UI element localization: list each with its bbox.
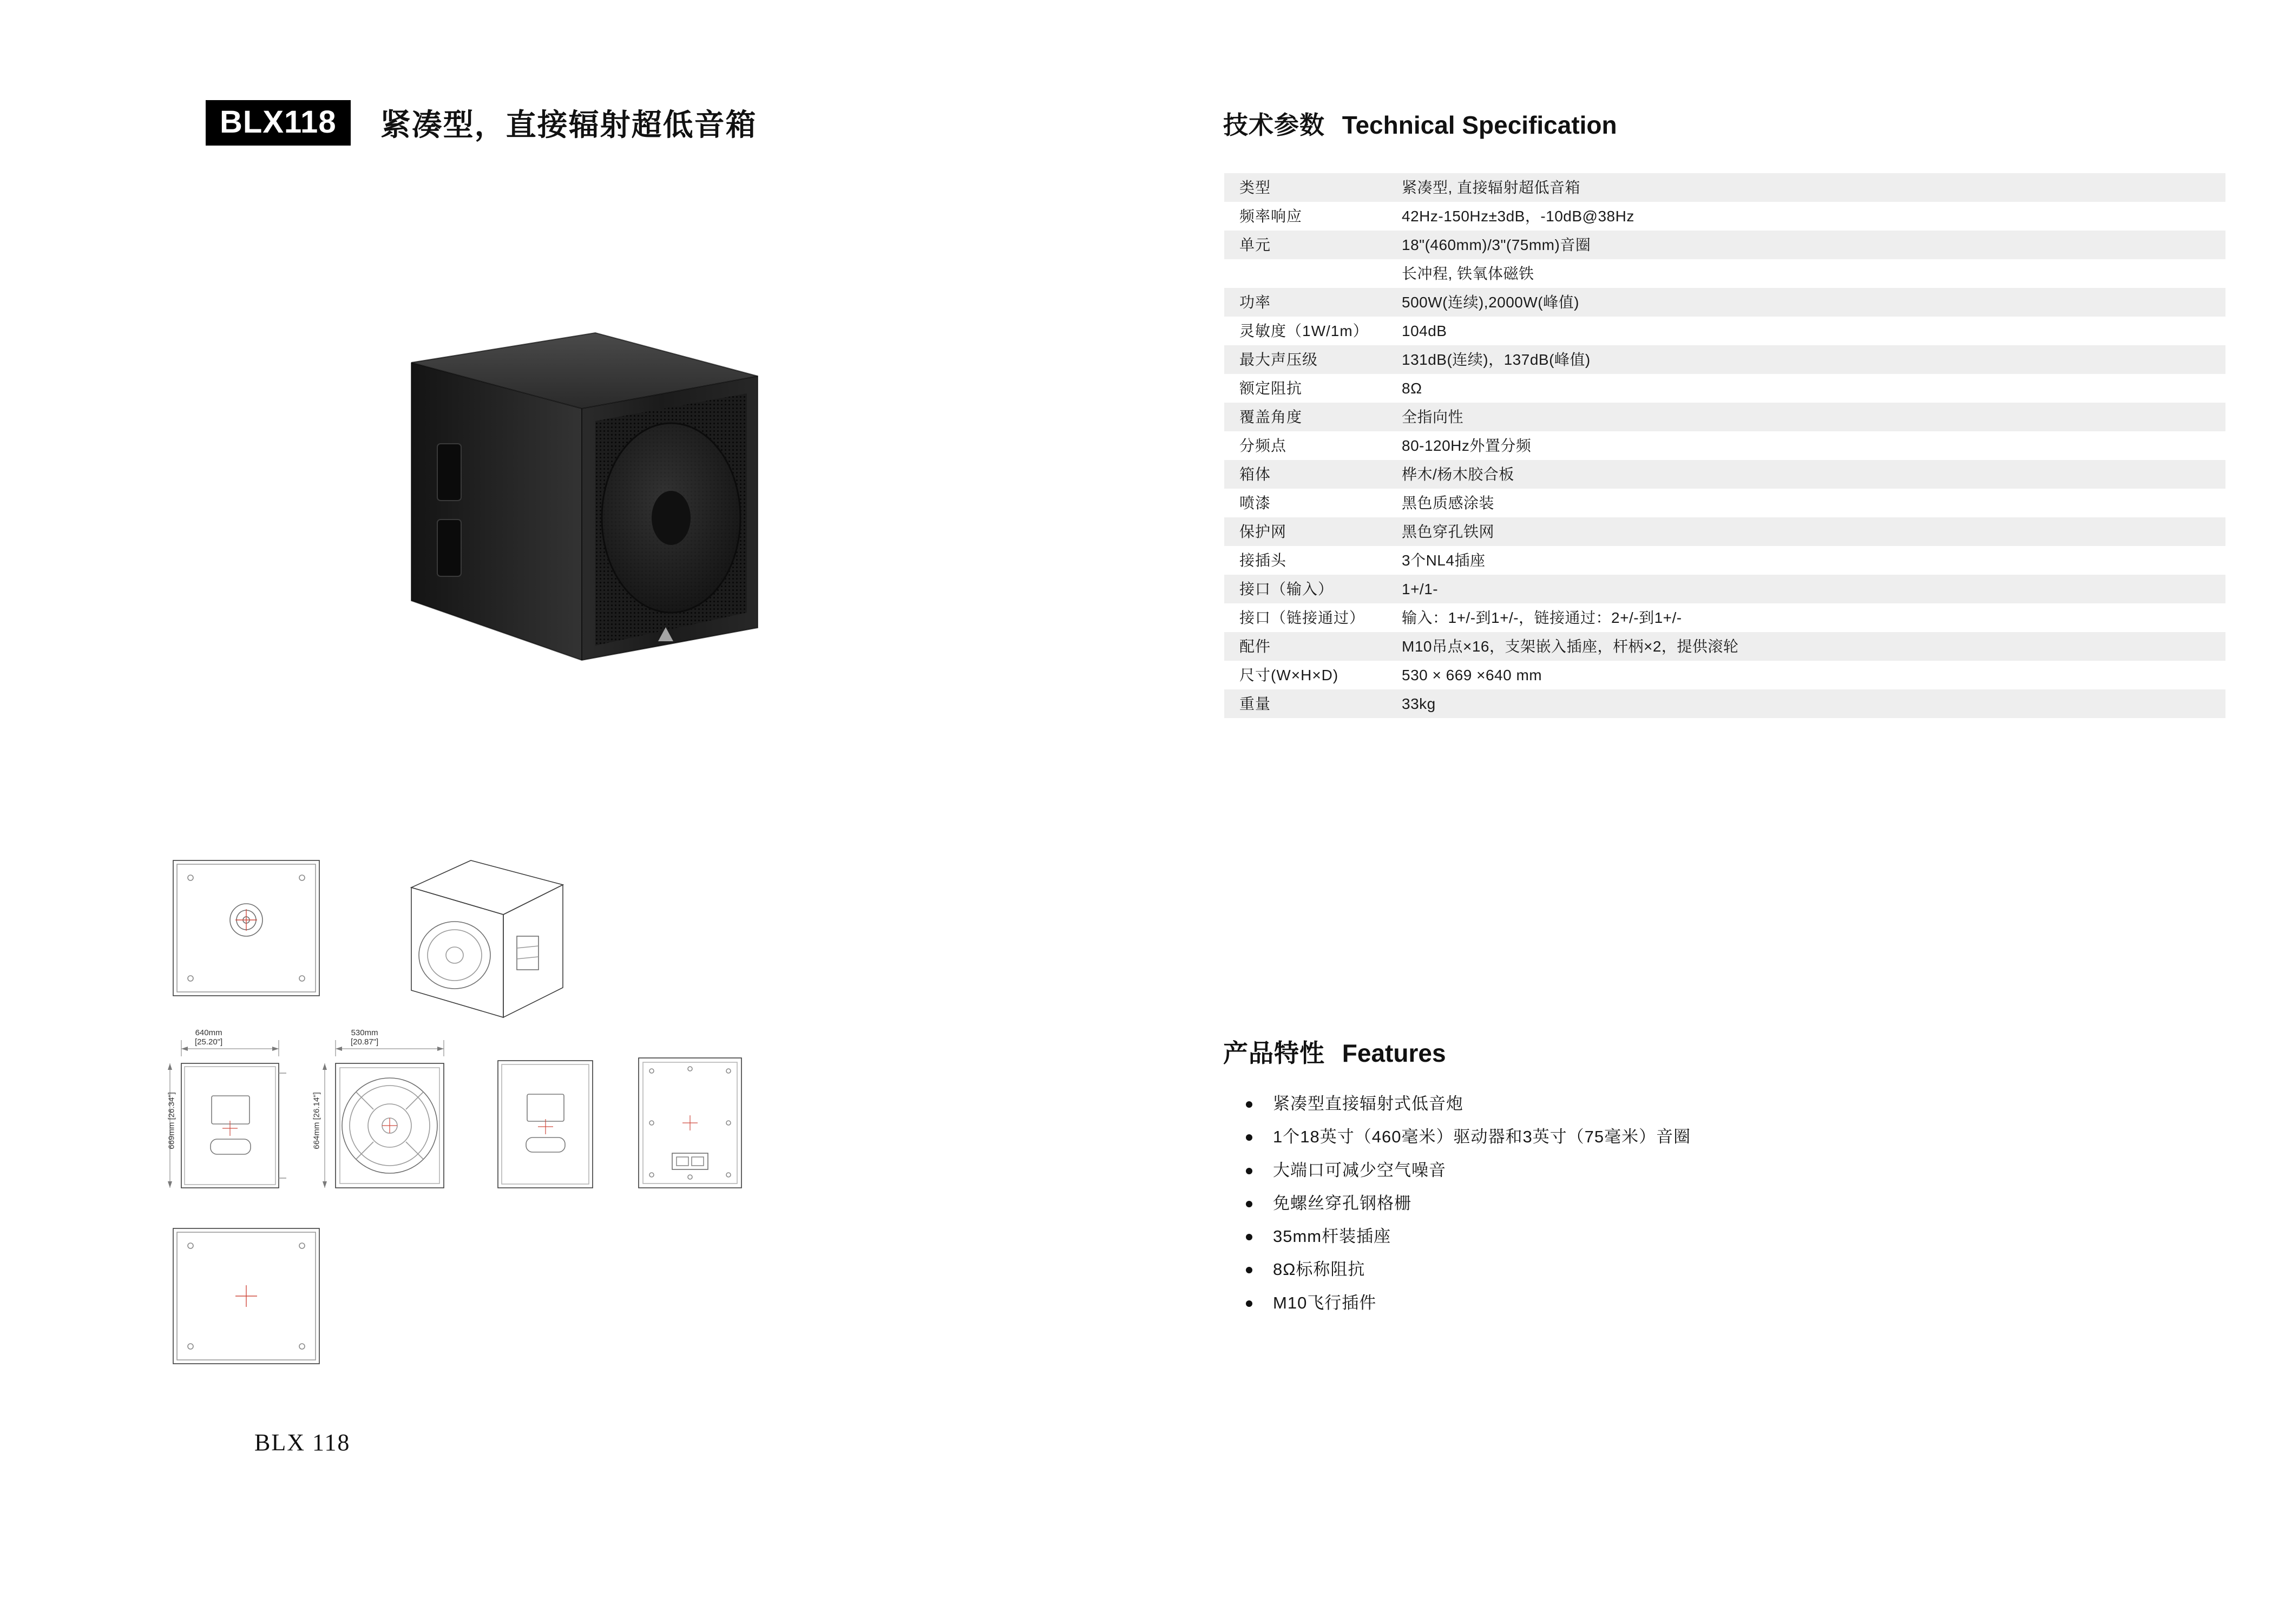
list-item: M10飞行插件: [1234, 1292, 2208, 1314]
spec-key: 重量: [1224, 689, 1396, 718]
table-row: [1224, 403, 2225, 431]
table-row: [1224, 259, 2225, 288]
features-title-en: Features: [1342, 1039, 1446, 1067]
spec-value: 131dB(连续)，137dB(峰值): [1396, 345, 2225, 374]
product-photo: [379, 281, 779, 714]
technical-drawings: [162, 850, 1082, 1499]
spec-key: 频率响应: [1224, 202, 1396, 231]
spec-value: 42Hz-150Hz±3dB，-10dB@38Hz: [1396, 202, 2225, 231]
spec-value: 1+/1-: [1396, 575, 2225, 603]
spec-value: 桦木/杨木胶合板: [1396, 460, 2225, 489]
spec-value: 33kg: [1396, 689, 2225, 718]
spec-value: 黑色质感涂装: [1396, 489, 2225, 517]
spec-key: 功率: [1224, 288, 1396, 317]
specification-table: [1224, 173, 2225, 718]
spec-value: 长冲程, 铁氧体磁铁: [1396, 259, 2225, 288]
spec-value: M10吊点×16，支架嵌入插座，杆柄×2，提供滚轮: [1396, 632, 2225, 661]
list-item: 紧凑型直接辐射式低音炮: [1234, 1093, 2208, 1115]
dimension-height-left: 669mm [26.34"]: [167, 1092, 176, 1149]
features-title-cn: 产品特性: [1223, 1039, 1325, 1067]
spec-key: 配件: [1224, 632, 1396, 661]
spec-title-en: Technical Specification: [1342, 111, 1617, 139]
spec-value: 全指向性: [1396, 403, 2225, 431]
drawing-caption: BLX 118: [254, 1429, 351, 1456]
spec-value: 80-120Hz外置分频: [1396, 431, 2225, 460]
spec-key: 额定阻抗: [1224, 374, 1396, 403]
table-row: [1224, 489, 2225, 517]
spec-value: 500W(连续),2000W(峰值): [1396, 288, 2225, 317]
table-row: [1224, 603, 2225, 632]
table-row: [1224, 575, 2225, 603]
spec-key: 单元: [1224, 231, 1396, 259]
spec-key: 保护网: [1224, 517, 1396, 546]
spec-key: 喷漆: [1224, 489, 1396, 517]
spec-key: 分频点: [1224, 431, 1396, 460]
table-row: [1224, 689, 2225, 718]
table-row: [1224, 431, 2225, 460]
spec-value: 18"(460mm)/3"(75mm)音圈: [1396, 231, 2225, 259]
spec-value: 530 × 669 ×640 mm: [1396, 661, 2225, 689]
spec-value: 3个NL4插座: [1396, 546, 2225, 575]
spec-key: 接插头: [1224, 546, 1396, 575]
spec-key: 接口（链接通过）: [1224, 603, 1396, 632]
dimension-height-right: 664mm [26.14"]: [312, 1092, 321, 1149]
model-badge: BLX118: [206, 100, 351, 146]
spec-value: 104dB: [1396, 317, 2225, 345]
features-section-title: [1223, 1034, 1446, 1069]
spec-value: 紧凑型, 直接辐射超低音箱: [1396, 173, 2225, 202]
spec-key: 灵敏度（1W/1m）: [1224, 317, 1396, 345]
page-title-text: 紧凑型，直接辐射超低音箱: [380, 108, 757, 142]
right-column: [1212, 0, 2285, 1624]
table-row: [1224, 288, 2225, 317]
dimension-width: 530mm [20.87"]: [351, 1028, 379, 1047]
spec-key: [1224, 259, 1396, 288]
list-item: 35mm杆装插座: [1234, 1226, 2208, 1247]
table-row: [1224, 661, 2225, 689]
dimension-depth: 640mm [25.20"]: [195, 1028, 223, 1047]
list-item: 大端口可减少空气噪音: [1234, 1160, 2208, 1181]
table-row: [1224, 632, 2225, 661]
spec-title-cn: 技术参数: [1223, 111, 1325, 139]
table-row: [1224, 202, 2225, 231]
table-row: [1224, 374, 2225, 403]
spec-value: 输入：1+/-到1+/-，链接通过：2+/-到1+/-: [1396, 603, 2225, 632]
table-row: [1224, 546, 2225, 575]
spec-key: 覆盖角度: [1224, 403, 1396, 431]
list-item: 1个18英寸（460毫米）驱动器和3英寸（75毫米）音圈: [1234, 1126, 2208, 1148]
table-row: [1224, 231, 2225, 259]
spec-key: 接口（输入）: [1224, 575, 1396, 603]
page-title: [206, 100, 757, 146]
table-row: [1224, 173, 2225, 202]
spec-key: 类型: [1224, 173, 1396, 202]
spec-key: 箱体: [1224, 460, 1396, 489]
spec-section-title: [1223, 106, 1617, 141]
table-row: [1224, 317, 2225, 345]
table-row: [1224, 460, 2225, 489]
spec-key: 尺寸(W×H×D): [1224, 661, 1396, 689]
spec-value: 黑色穿孔铁网: [1396, 517, 2225, 546]
spec-key: 最大声压级: [1224, 345, 1396, 374]
spec-value: 8Ω: [1396, 374, 2225, 403]
list-item: 免螺丝穿孔钢格栅: [1234, 1193, 2208, 1214]
features-list: [1234, 1093, 2208, 1325]
list-item: 8Ω标称阻抗: [1234, 1259, 2208, 1280]
table-row: [1224, 517, 2225, 546]
table-row: [1224, 345, 2225, 374]
